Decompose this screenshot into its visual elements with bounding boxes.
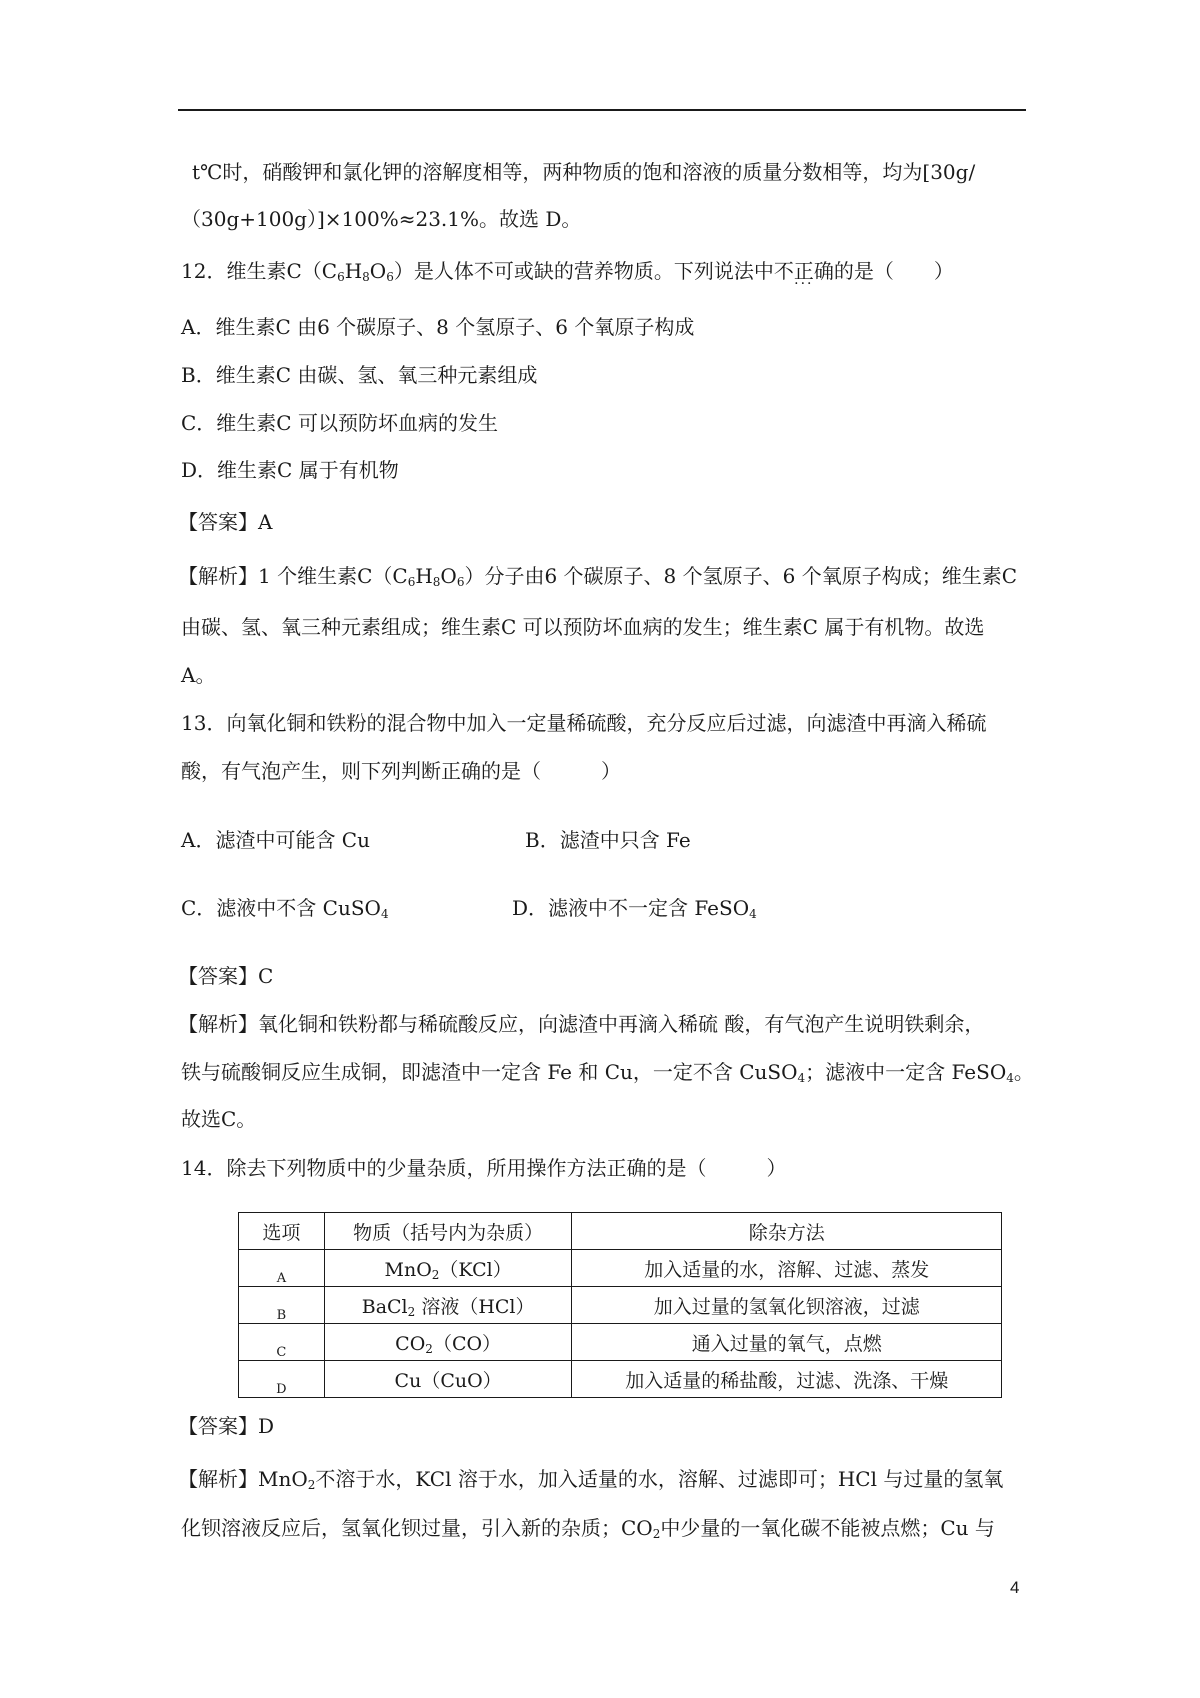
row-method: 加入过量的氢氧化钡溶液，过滤 xyxy=(572,1287,1002,1324)
q14-options-table xyxy=(238,1212,1002,1398)
row-method: 加入适量的水，溶解、过滤、蒸发 xyxy=(572,1250,1002,1287)
q14-stem: 14．除去下列物质中的少量杂质，所用操作方法正确的是（ ） xyxy=(181,1156,787,1180)
q12-analysis-line-1: 【解析】1 个维生素$C(C_6H_8O_6)$分子由6 个碳原子、8 个氢原子、6 个氧原子构成；维生素C xyxy=(178,564,1018,589)
header-rule xyxy=(178,109,1026,111)
header-substance: 物质（括号内为杂质） xyxy=(324,1213,572,1250)
row-substance: MnO$_2$（KCl） xyxy=(324,1250,572,1287)
q12-stem: 12．维生素$C(C_6H_8O_6)$是人体不可或缺的营养物质。下列说法中不正确 ···的是（ ） xyxy=(181,257,954,285)
header-method: 除杂方法 xyxy=(572,1213,1002,1250)
table-header-row xyxy=(239,1213,1002,1250)
intro-line-1: t℃时，硝酸钾和氯化钾的溶解度相等，两种物质的饱和溶液的质量分数相等，均为[30g/ xyxy=(192,160,976,184)
q13-analysis-line-3: 故选C。 xyxy=(181,1107,257,1131)
q14-analysis-line-1: 【解析】MnO$_2$不溶于水，KCl 溶于水，加入适量的水，溶解、过滤即可；HCl 与过量的氢氧 xyxy=(178,1467,1004,1492)
table-row xyxy=(239,1250,1002,1287)
q13-option-d: D．滤液中不一定含 FeSO$_4$ xyxy=(512,896,757,921)
q13-answer: 【答案】C xyxy=(178,964,274,988)
row-option: B xyxy=(239,1287,325,1324)
row-option: D xyxy=(239,1361,325,1398)
q12-option-d: D．维生素C 属于有机物 xyxy=(181,458,399,482)
q13-stem-line-1: 13．向氧化铜和铁粉的混合物中加入一定量稀硫酸，充分反应后过滤，向滤渣中再滴入稀硫 xyxy=(181,711,987,735)
q12-analysis-line-2: 由碳、氢、氧三种元素组成；维生素C 可以预防坏血病的发生；维生素C 属于有机物。故选 xyxy=(181,615,985,639)
table-row xyxy=(239,1287,1002,1324)
q12-option-c: C．维生素C 可以预防坏血病的发生 xyxy=(181,411,498,435)
intro-line-2: （30g+100g）]×100%≈23.1%。故选 D。 xyxy=(181,207,582,231)
table-row xyxy=(239,1324,1002,1361)
q13-analysis-line-2: 铁与硫酸铜反应生成铜，即滤渣中一定含 Fe 和 Cu，一定不含 CuSO$_4$；滤液中一定含 FeSO$_4$。 xyxy=(181,1060,1034,1085)
q12-option-a: A．维生素C 由6 个碳原子、8 个氢原子、6 个氧原子构成 xyxy=(181,315,695,339)
q13-option-a: A．滤渣中可能含 Cu xyxy=(181,828,370,852)
row-substance: BaCl$_2$ 溶液（HCl） xyxy=(324,1287,572,1324)
q12-answer: 【答案】A xyxy=(178,510,273,534)
q12-emphasis: 不正确 ··· xyxy=(774,259,834,283)
q14-answer: 【答案】D xyxy=(178,1414,275,1438)
row-method: 通入过量的氧气，点燃 xyxy=(572,1324,1002,1361)
page-number: 4 xyxy=(1010,1578,1020,1597)
q13-option-c: C．滤液中不含 CuSO$_4$ xyxy=(181,896,389,921)
q13-stem-line-2: 酸，有气泡产生，则下列判断正确的是（ ） xyxy=(181,759,621,783)
row-substance: $CO_2(CO)$ xyxy=(324,1324,572,1361)
table-row xyxy=(239,1361,1002,1398)
q13-analysis-line-1: 【解析】氧化铜和铁粉都与稀硫酸反应，向滤渣中再滴入稀硫 酸，有气泡产生说明铁剩余， xyxy=(178,1012,985,1036)
q12-option-b: B．维生素C 由碳、氢、氧三种元素组成 xyxy=(181,363,538,387)
header-option: 选项 xyxy=(239,1213,325,1250)
q14-analysis-line-2: 化钡溶液反应后，氢氧化钡过量，引入新的杂质；$CO_2$中少量的一氧化碳不能被点燃；Cu 与 xyxy=(181,1516,995,1541)
row-option: A xyxy=(239,1250,325,1287)
q13-option-b: B．滤渣中只含 Fe xyxy=(525,828,691,852)
row-method: 加入适量的稀盐酸，过滤、洗涤、干燥 xyxy=(572,1361,1002,1398)
q12-analysis-line-3: A。 xyxy=(181,663,216,687)
row-option: C xyxy=(239,1324,325,1361)
row-substance: Cu（CuO） xyxy=(324,1361,572,1398)
